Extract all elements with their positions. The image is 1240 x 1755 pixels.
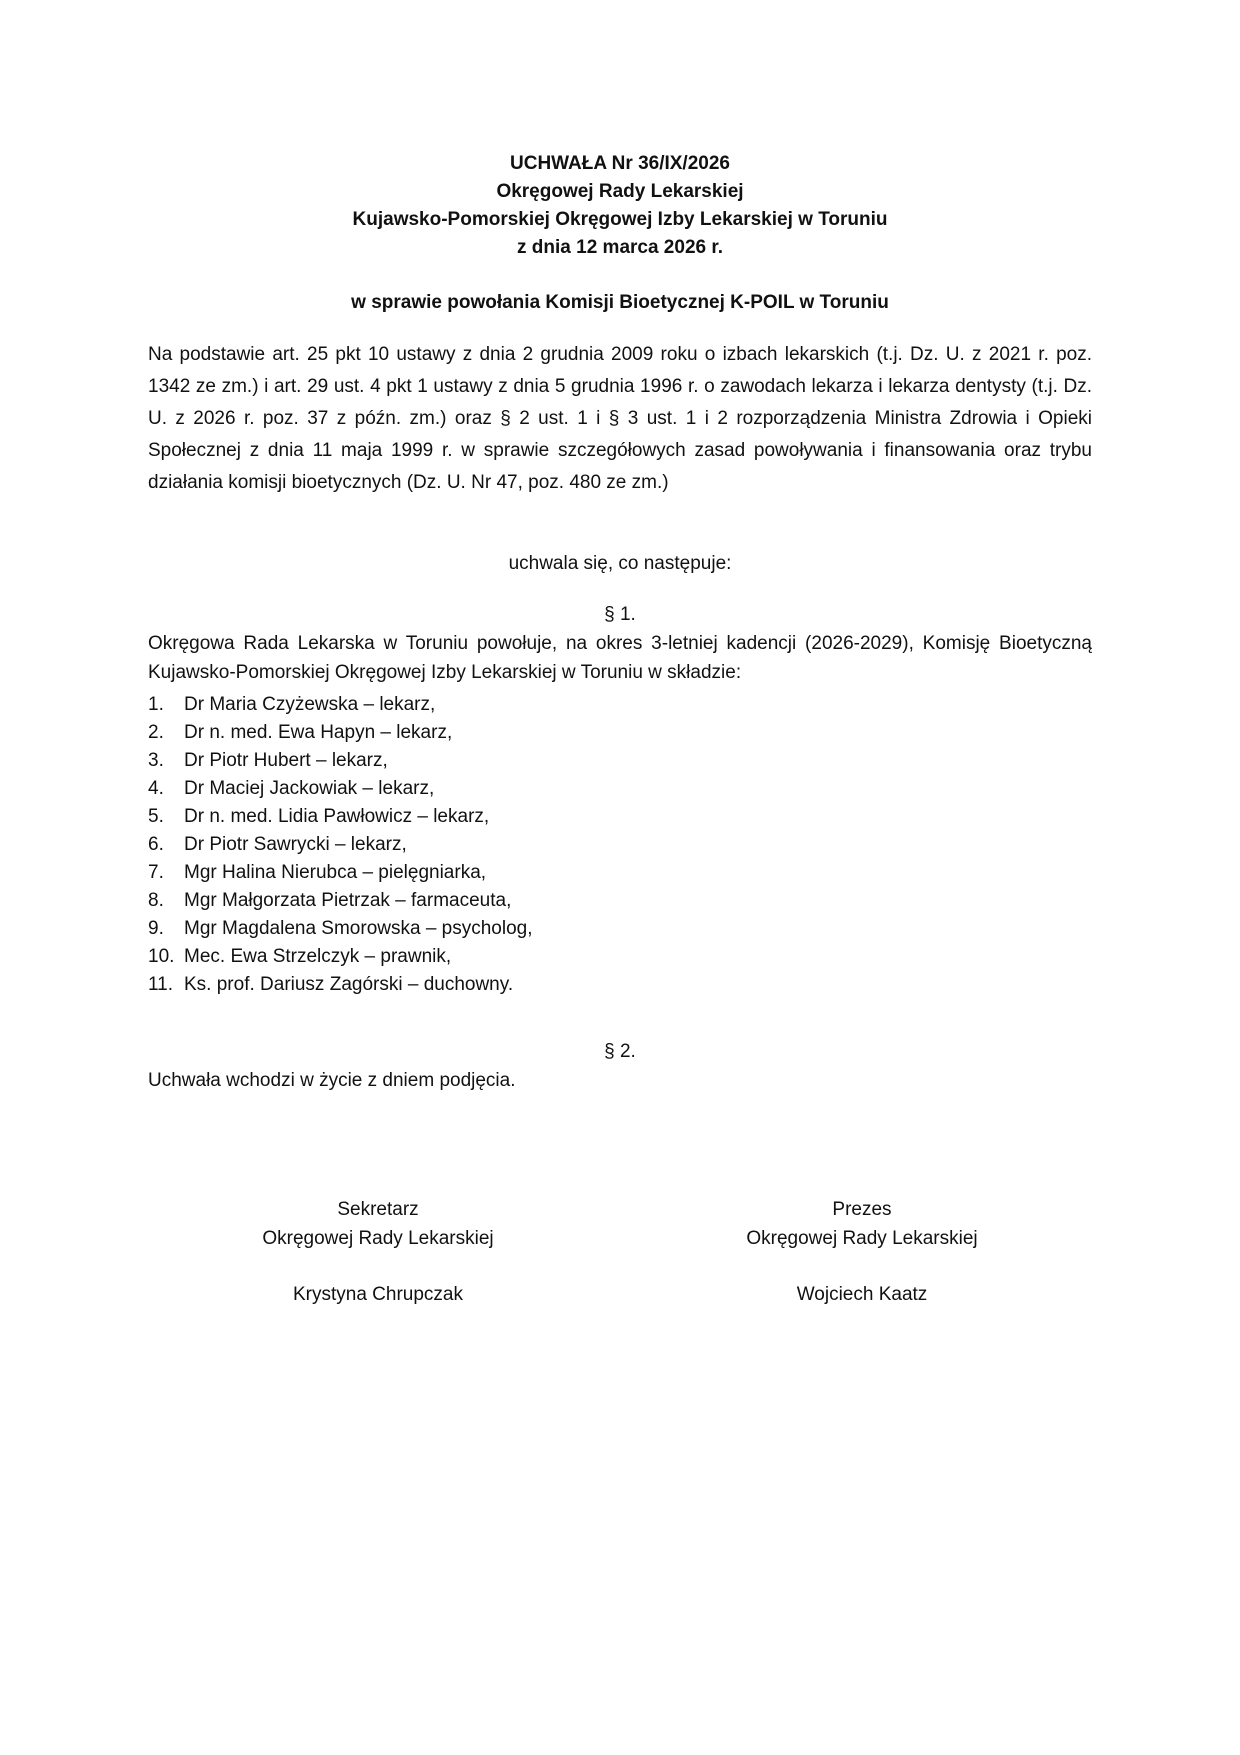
list-item-number: 11. <box>148 974 174 995</box>
list-item-text: Dr n. med. Lidia Pawłowicz – lekarz, <box>184 806 490 827</box>
list-item-number: 10. <box>148 946 175 967</box>
list-item <box>148 971 1092 999</box>
issuer-council: Okręgowej Rady Lekarskiej <box>496 181 744 202</box>
resolution-number: UCHWAŁA Nr 36/IX/2026 <box>510 153 730 174</box>
list-item <box>148 915 1092 943</box>
list-item-text: Dr n. med. Ewa Hapyn – lekarz, <box>184 722 453 743</box>
list-item-text: Mgr Magdalena Smorowska – psycholog, <box>184 918 533 939</box>
list-item <box>148 719 1092 747</box>
list-item <box>148 943 1092 971</box>
issuer-chamber: Kujawsko-Pomorskiej Okręgowej Izby Lekarskiej w Toruniu <box>352 209 888 230</box>
list-item <box>148 859 1092 887</box>
list-item-number: 8. <box>148 890 164 911</box>
list-item <box>148 803 1092 831</box>
document-header <box>148 150 1092 262</box>
list-item-number: 7. <box>148 862 164 883</box>
secretary-signature <box>168 1195 588 1309</box>
list-item <box>148 691 1092 719</box>
president-signature <box>652 1195 1072 1309</box>
section-1-mark: § 1. <box>604 604 636 625</box>
resolution-date: z dnia 12 marca 2026 r. <box>517 237 723 258</box>
list-item-number: 1. <box>148 694 164 715</box>
list-item <box>148 747 1092 775</box>
section-2-mark: § 2. <box>604 1041 636 1062</box>
list-item-text: Dr Maciej Jackowiak – lekarz, <box>184 778 435 799</box>
legal-basis-paragraph: Na podstawie art. 25 pkt 10 ustawy z dnia 2 grudnia 2009 roku o izbach lekarskich (t.j. Dz. U. z 2021 r. poz. 1342 ze zm.) i art. 29 ust. 4 pkt 1 ustawy z dnia 5 grudnia 1996 r. o zawodach lekarza i lekarza dentysty (t.j. Dz. U. z 2026 r. poz. 37 z późn. zm.) oraz § 2 ust. 1 i § 3 ust. 1 i 2 rozporządzenia Ministra Zdrowia i Opieki Społecznej z dnia 11 maja 1999 r. w sprawie szczegółowych zasad powoływania i finansowania oraz trybu działania komisji bioetycznych (Dz. U. Nr 47, poz. 480 ze zm.) <box>148 344 1092 493</box>
section-1-text: Okręgowa Rada Lekarska w Toruniu powołuje, na okres 3-letniej kadencji (2026-2029), Komisję Bioetyczną Kujawsko-Pomorskiej Okręgowej Izby Lekarskiej w Toruniu w składzie: <box>148 633 1092 683</box>
list-item-number: 9. <box>148 918 164 939</box>
list-item-text: Mgr Małgorzata Pietrzak – farmaceuta, <box>184 890 512 911</box>
secretary-role: Sekretarz <box>337 1199 419 1220</box>
list-item-text: Dr Piotr Sawrycki – lekarz, <box>184 834 407 855</box>
secretary-body: Okręgowej Rady Lekarskiej <box>262 1228 494 1249</box>
list-item-text: Dr Maria Czyżewska – lekarz, <box>184 694 436 715</box>
list-item-text: Ks. prof. Dariusz Zagórski – duchowny. <box>184 974 514 995</box>
list-item <box>148 887 1092 915</box>
president-body: Okręgowej Rady Lekarskiej <box>746 1228 978 1249</box>
list-item-number: 5. <box>148 806 164 827</box>
president-role: Prezes <box>832 1199 892 1220</box>
document-body <box>148 150 1092 1095</box>
commission-members-list <box>148 691 1092 999</box>
section-2-text: Uchwała wchodzi w życie z dniem podjęcia. <box>148 1070 516 1091</box>
list-item <box>148 775 1092 803</box>
resolves-clause: uchwala się, co następuje: <box>508 553 732 574</box>
resolution-subject: w sprawie powołania Komisji Bioetycznej K-POIL w Toruniu <box>351 292 889 313</box>
list-item-number: 3. <box>148 750 164 771</box>
list-item-text: Mgr Halina Nierubca – pielęgniarka, <box>184 862 487 883</box>
list-item-number: 4. <box>148 778 164 799</box>
president-name: Wojciech Kaatz <box>796 1284 928 1305</box>
secretary-name: Krystyna Chrupczak <box>292 1284 463 1305</box>
list-item-text: Dr Piotr Hubert – lekarz, <box>184 750 388 771</box>
list-item-number: 2. <box>148 722 164 743</box>
list-item <box>148 831 1092 859</box>
list-item-text: Mec. Ewa Strzelczyk – prawnik, <box>184 946 452 967</box>
signature-block <box>148 1195 1092 1309</box>
list-item-number: 6. <box>148 834 164 855</box>
